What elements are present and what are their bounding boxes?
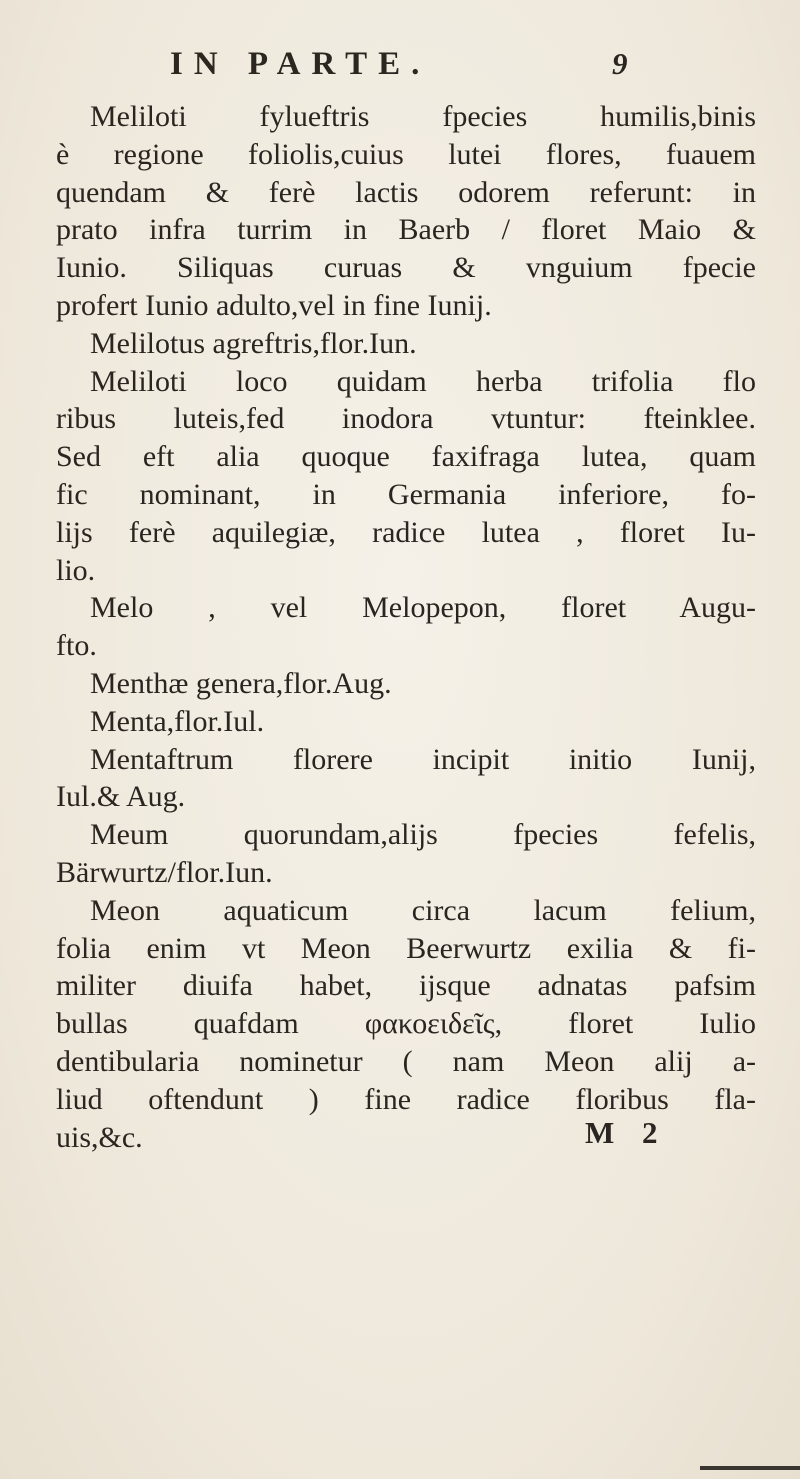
text-line: liud oftendunt ) fine radice floribus fla-	[56, 1082, 756, 1116]
text-line: Mentaftrum florere incipit initio Iunij,	[90, 742, 756, 776]
page-footer	[0, 1115, 800, 1155]
text-line: dentibularia nominetur ( nam Meon alij a-	[56, 1044, 756, 1078]
text-line: Menthæ genera,flor.Aug.	[90, 666, 392, 700]
page-number: 9	[612, 46, 628, 81]
text-line: Iunio. Siliquas curuas & vnguium fpecie	[56, 251, 756, 285]
running-head: IN PARTE.	[170, 46, 431, 82]
text-line: fic nominant, in Germania inferiore, fo-	[56, 477, 756, 511]
text-line: è regione foliolis,cuius lutei flores, fuauem	[56, 137, 756, 171]
body-text	[56, 98, 756, 1156]
text-line: quendam & ferè lactis odorem referunt: in	[56, 175, 756, 209]
text-line: prato infra turrim in Baerb / floret Maio &	[56, 213, 756, 247]
text-line: uis,&c.	[56, 1120, 143, 1154]
text-line: Meliloti fylueftris fpecies humilis,binis	[90, 100, 756, 133]
text-line: Bärwurtz/flor.Iun.	[56, 855, 273, 889]
text-line: Meum quorundam,alijs fpecies fefelis,	[90, 818, 756, 852]
text-line: Sed eft alia quoque faxifraga lutea, quam	[56, 440, 756, 474]
text-line: Iul.& Aug.	[56, 780, 186, 814]
page-header	[0, 40, 800, 96]
text-line: Melo , vel Melopepon, floret Augu-	[90, 591, 756, 625]
text-line: folia enim vt Meon Beerwurtz exilia & fi-	[56, 931, 756, 965]
text-line: lijs ferè aquilegiæ, radice lutea , floret Iu-	[56, 515, 756, 549]
text-line: lio.	[56, 553, 96, 587]
text-line: Meon aquaticum circa lacum felium,	[90, 893, 756, 927]
text-line: militer diuifa habet, ijsque adnatas pafsim	[56, 969, 756, 1003]
text-line: Menta,flor.Iul.	[90, 704, 265, 738]
text-line: bullas quafdam φακοειδεῖς, floret Iulio	[56, 1007, 756, 1041]
page-edge-divider	[700, 1466, 800, 1470]
text-line: fto.	[56, 629, 97, 663]
text-line: Melilotus agreftris,flor.Iun.	[90, 326, 417, 360]
text-line: Meliloti loco quidam herba trifolia flo	[90, 364, 756, 398]
text-line: ribus luteis,fed inodora vtuntur: fteinklee.	[56, 402, 756, 436]
signature-mark: M 2	[585, 1115, 668, 1150]
text-line: profert Iunio adulto,vel in fine Iunij.	[56, 288, 492, 322]
